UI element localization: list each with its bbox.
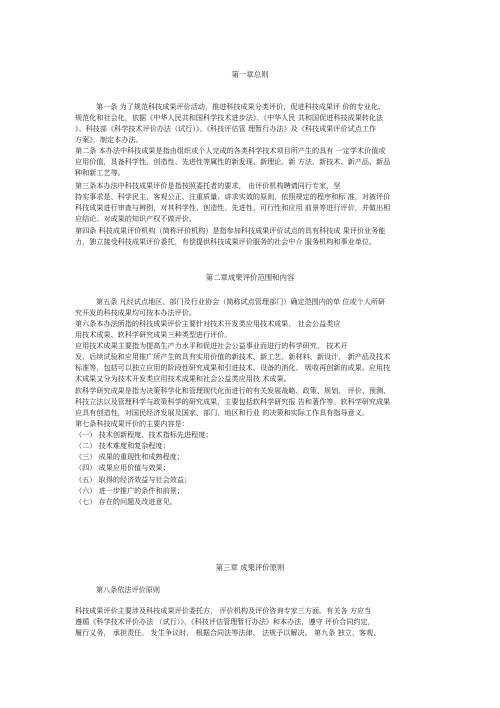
- ch1-line: 种和新工艺等。: [75, 168, 125, 177]
- ch3-line: 第八条依法评价原则: [96, 585, 161, 594]
- ch2-line: 标准等，包括可以独立应用的阶段性研究成果和引进技术、设备的消化、 吸收再创新的成果。应用技: [75, 363, 391, 372]
- chapter-1-title: 第一章总则: [231, 70, 269, 79]
- ch2-line: 第七条科技成果评价的主要内容是：: [75, 419, 189, 428]
- ch1-line: 第三条本办法中科技成果评价是指按照委托者的要求， 由评价机构聘请同行专家，坚: [75, 181, 341, 190]
- ch3-line: 履行义务， 承担责任。 发生争议时， 根据合同法等法律、 法规予以解决。 第九条 独立、客观、: [75, 628, 381, 637]
- ch1-line: 力，独立接受科技成果评价委托，有偿提供科技成果评价服务的社会中介 服务机构和事业单位。: [75, 237, 377, 246]
- chapter-2-title: 第二章成果评价范围和内容: [205, 273, 295, 282]
- ch1-line: 规范化和社会化，依据《中华人民共和国科学技术进步法》、《中华人民 共和国促进科技成果转化法: [75, 113, 384, 122]
- ch2-line: （五） 取得的经济效益与社会效益；: [75, 475, 192, 484]
- ch1-line: 持实事求是、科学民主、客观公正、注重质量、讲求实效的原则，依照规定的程序和标 准，对被评价: [75, 192, 391, 201]
- ch2-line: （二） 技术难度和复杂程度；: [75, 441, 170, 450]
- ch2-line: 软科学研究成果是指为决策科学化和管理现代化而进行的有关发展战略、政策、规划、 评价、预测、: [75, 386, 391, 395]
- ch2-line: （六） 进一步推广的条件和前景；: [75, 486, 184, 495]
- ch2-line: 究开发的科技成果均可按本办法评价。: [75, 308, 196, 317]
- chapter-3-title: 第三章 成果评价原则: [215, 563, 285, 572]
- ch1-line: 第一条 为了规范科技成果评价活动，推进科技成果分类评价，促进科技成果评 价的专业化、: [96, 102, 386, 111]
- ch2-line: （七） 存在的问题及改进意见。: [75, 497, 177, 506]
- ch2-line: 用技术成果、软科学研究成果三种类型进行评价。: [75, 330, 232, 339]
- ch2-line: 术成果又分为技术开发类应用技术成果和社会公益类应用技 术成果。: [75, 374, 291, 383]
- ch2-line: 应具有创造性，对国民经济发展及国家、部门、地区和行业 的决策和实际工作具有指导意义。: [75, 408, 369, 417]
- ch1-line: 第四条 科技成果评价机构（简称评价机构）是指参加科技成果评价试点的具有科技成 果评价业务能: [75, 226, 386, 235]
- ch3-line: 科技成果评价主要涉及科技成果评价委托方， 评价机构及评价咨询专家三方面。有关各 方应当: [75, 606, 372, 615]
- ch1-line: 应用价值，具备科学性、创造性、先进性等属性的新发现、新理论、新 方法、新技术、新产品、新品: [75, 157, 391, 166]
- ch1-line: 第二条 本办法中科技成果是指由组织或个人完成的各类科学技术项目所产生的具有 一定学术价值或: [75, 146, 386, 155]
- ch2-line: 应用技术成果主要指为提高生产力水平和促进社会公益事业而进行的科学研究、 技术开: [75, 341, 348, 350]
- ch2-line: （四） 成果应用价值与效果；: [75, 463, 170, 472]
- ch1-line: 应结论。对成果的知识产权不做评价。: [75, 214, 196, 223]
- ch1-line: 方案》，制定本办法。: [75, 135, 143, 144]
- ch1-line: 》、科技部《科学技术评价办法（试行）》、《科技评估管 理暂行办法》及《科技成果评价试点工作: [75, 124, 377, 133]
- ch2-line: 发、后续试验和应用推广所产生的具有实用价值的新技术、新工艺、新材料、新设计、 新产品及技术: [75, 352, 391, 361]
- ch2-line: （一） 技术创新程度、技术指标先进程度；: [75, 430, 213, 439]
- ch2-line: 第六条本办法所指的科技成果评价主要针对技术开发类应用技术成果、 社会公益类应: [75, 319, 341, 328]
- ch3-line: 遵循《科学技术评价办法 （试行）》、《科技评估管理暂行办法》和本办法，遵守 评价合同约定，: [75, 617, 375, 626]
- ch2-line: 科技立法以及管理科学与政策科学的研究成果，主要包括软科学研究报 告和著作等。软科学研究成果: [75, 397, 391, 406]
- ch1-line: 科技成果进行审查与辨别，对其科学性、创造性、先进性、可行性和应用 前景等进行评价，并做出相: [75, 203, 391, 212]
- ch2-line: 第五条 凡经试点地区、部门及行业协会（简称试点管理部门）确定范围内的单 位或个人所研: [96, 297, 386, 306]
- ch2-line: （三） 成果的重现性和成熟程度；: [75, 452, 184, 461]
